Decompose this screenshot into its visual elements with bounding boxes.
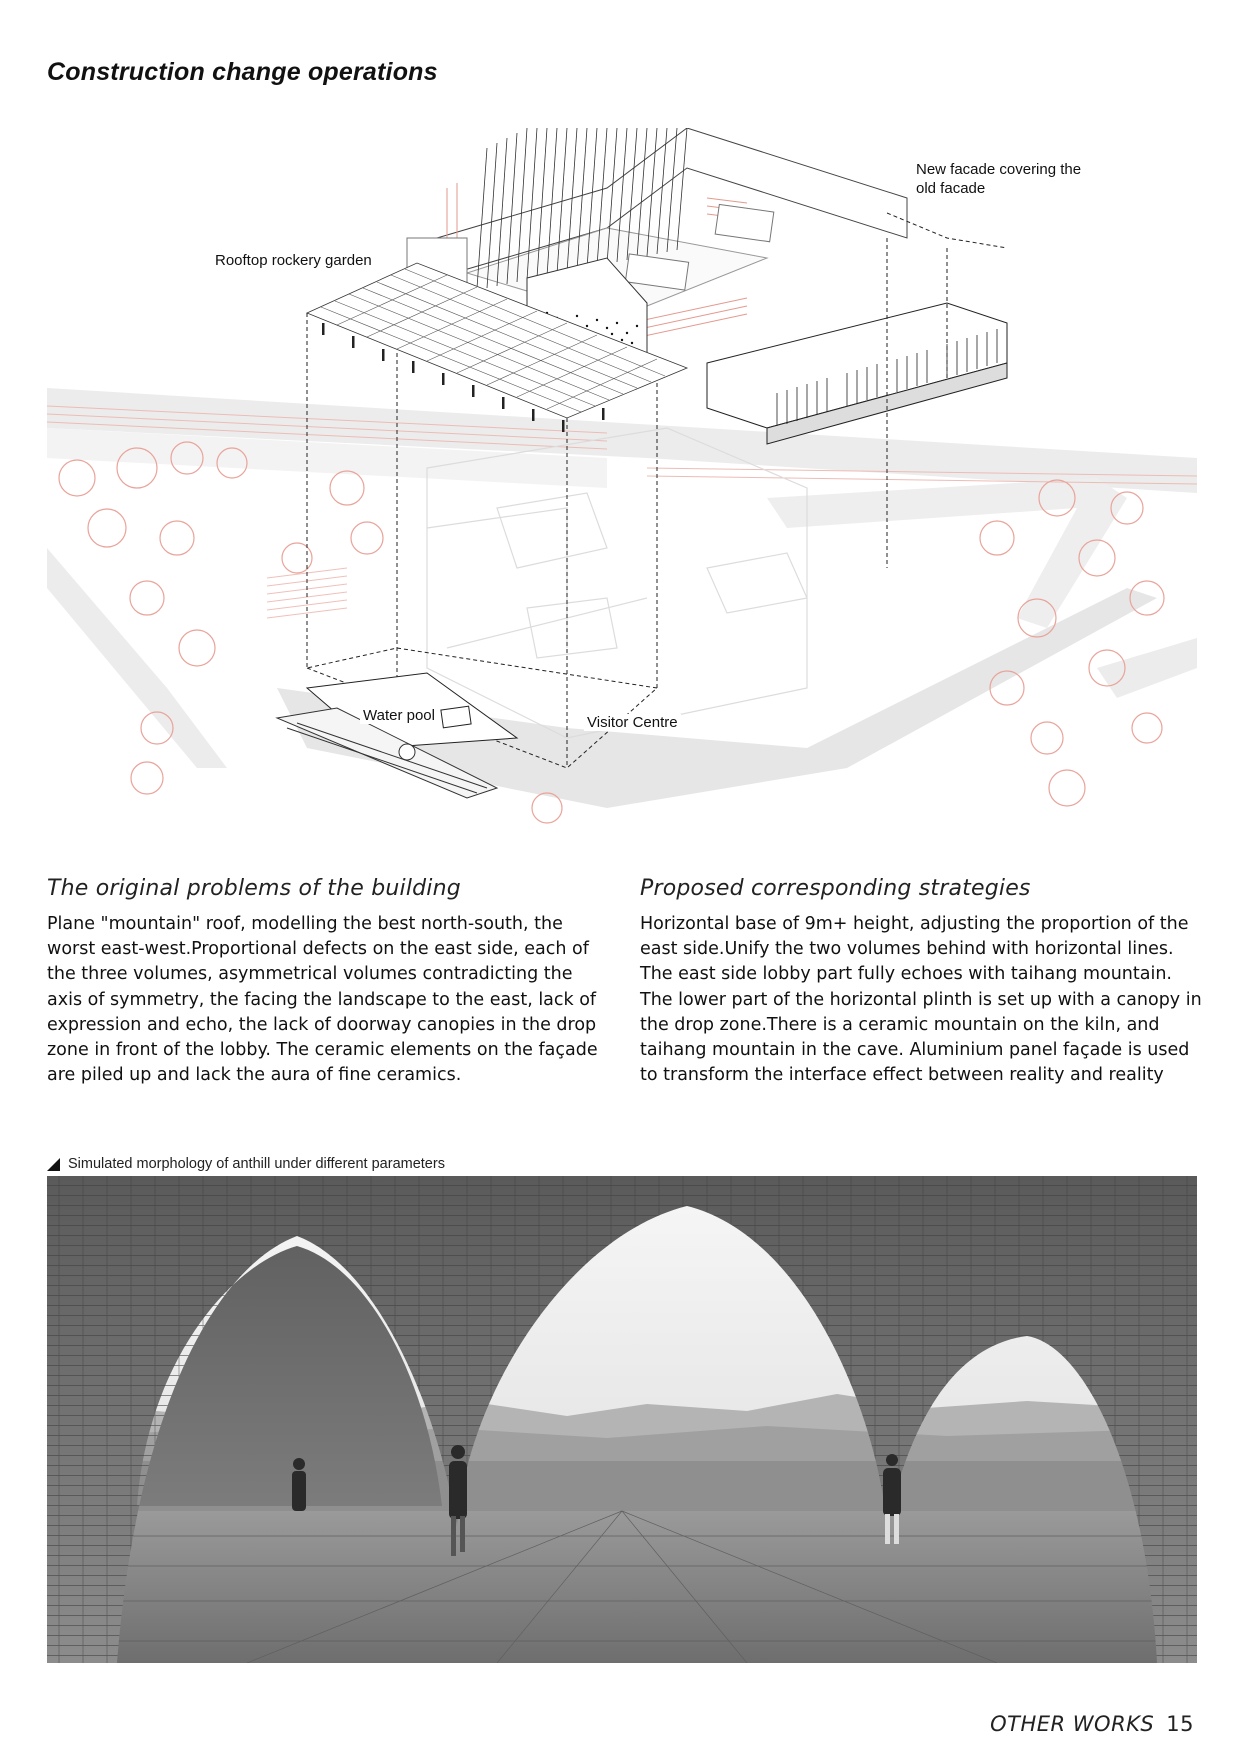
label-visitor-centre: Visitor Centre xyxy=(584,714,681,731)
ground-plane xyxy=(47,388,1197,808)
page-footer xyxy=(990,1712,1194,1736)
label-rooftop-rockery-garden: Rooftop rockery garden xyxy=(215,252,372,269)
stone-floor xyxy=(47,1511,1197,1663)
problems-heading: The original problems of the building xyxy=(47,876,461,901)
upper-block xyxy=(437,128,907,318)
page-title: Construction change operations xyxy=(47,58,438,86)
caption-text: Simulated morphology of anthill under different parameters xyxy=(68,1156,445,1172)
strategies-heading: Proposed corresponding strategies xyxy=(640,876,1031,901)
label-new-facade: New facade covering the old facade xyxy=(916,161,1082,197)
arch-rendering-image xyxy=(47,1176,1197,1663)
strategies-paragraph: Horizontal base of 9m+ height, adjusting the proportion of the east side.Unify the two volumes behind with horizontal lines. The east side lobby part fully echoes with taihang mountain. The lower part of the horizontal plinth is set up with a canopy in the drop zone.There is a ceramic mountain on the kiln, and taihang mountain in the cave. Aluminium panel façade is used to transform the interface effect between reality and reality xyxy=(640,914,1202,1086)
problems-paragraph: Plane "mountain" roof, modelling the best north-south, the worst east-west.Proportional defects on the east side, each of the three volumes, asymmetrical volumes contradicting the axis of symmetry, the facing the landscape to the east, lack of expression and echo, the lack of doorway canopies in the drop zone in front of the lobby. The ceramic elements on the façade are piled up and lack the aura of fine ceramics. xyxy=(47,914,598,1086)
caption-triangle-icon xyxy=(47,1158,60,1171)
footer-section-label: OTHER WORKS xyxy=(990,1712,1155,1736)
label-water-pool: Water pool xyxy=(360,707,438,724)
page-number: 15 xyxy=(1166,1712,1194,1736)
axonometric-diagram xyxy=(47,128,1197,888)
photo-caption xyxy=(47,1156,445,1172)
